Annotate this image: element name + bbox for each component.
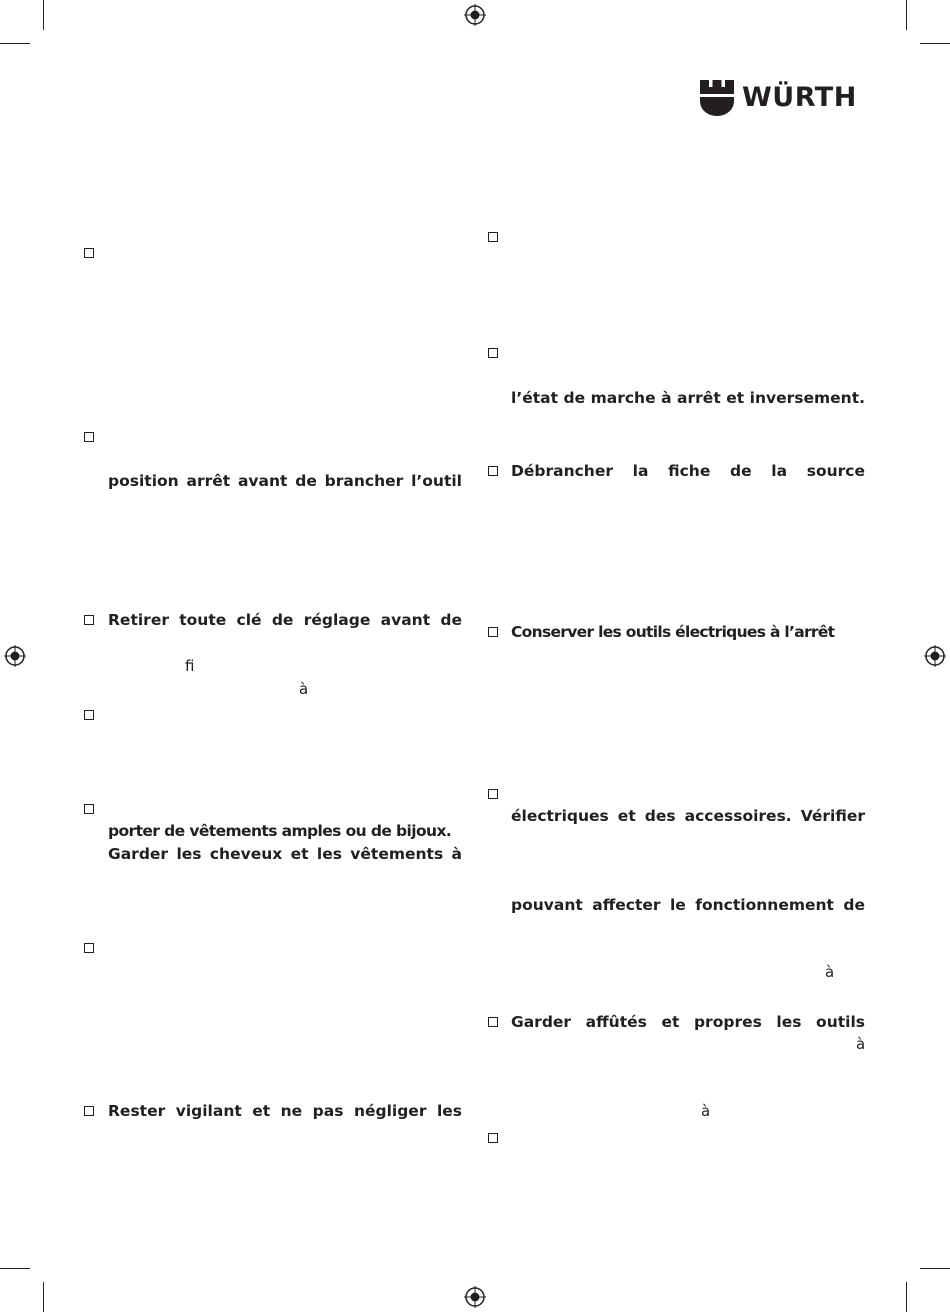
text-line-pouvant: pouvant affecter le fonctionnement de (511, 896, 865, 914)
wurth-logo (700, 80, 857, 116)
text-line-retirer: Retirer toute clé de réglage avant de (108, 611, 462, 629)
checkbox-right-5[interactable] (488, 789, 498, 799)
text-line-porter: porter de vêtements amples ou de bijoux. (108, 822, 452, 840)
checkbox-right-2[interactable] (488, 348, 498, 358)
checkbox-left-4[interactable] (84, 710, 94, 720)
checkbox-right-3[interactable] (488, 466, 498, 476)
checkbox-left-3[interactable] (84, 615, 94, 625)
crop-mark-bottom-left-horizontal (0, 1268, 30, 1269)
checkbox-left-7[interactable] (84, 1106, 94, 1116)
text-line-electriques: électriques et des accessoires. Vérifier (511, 807, 865, 825)
text-fragment-fi: fi (185, 657, 195, 675)
text-line-etat: l’état de marche à arrêt et inversement. (511, 389, 865, 407)
checkbox-right-4[interactable] (488, 627, 498, 637)
text-line-garder-cheveux: Garder les cheveux et les vêtements à (108, 845, 462, 863)
checkbox-left-6[interactable] (84, 943, 94, 953)
text-line-conserver: Conserver les outils électriques à l’arrêt (511, 623, 835, 641)
crop-mark-top-left-vertical (43, 0, 44, 30)
crop-mark-bottom-right-vertical (906, 1282, 907, 1312)
wurth-emblem-icon (700, 80, 734, 116)
checkbox-right-7[interactable] (488, 1133, 498, 1143)
crop-mark-top-right-horizontal (920, 43, 950, 44)
checkbox-left-1[interactable] (84, 248, 94, 258)
registration-mark-right-icon (924, 645, 946, 667)
crop-mark-bottom-left-vertical (43, 1282, 44, 1312)
registration-mark-top-icon (464, 4, 486, 26)
text-line-rester: Rester vigilant et ne pas négliger les (108, 1102, 462, 1120)
crop-mark-top-right-vertical (906, 0, 907, 30)
text-fragment-a-4: à (701, 1102, 711, 1120)
text-fragment-a-1: à (299, 680, 309, 698)
text-line-position: position arrêt avant de brancher l’outil (108, 472, 462, 490)
checkbox-right-1[interactable] (488, 232, 498, 242)
text-fragment-a-3: à (856, 1035, 866, 1053)
checkbox-left-2[interactable] (84, 432, 94, 442)
text-fragment-a-2: à (825, 963, 835, 981)
registration-mark-bottom-icon (464, 1286, 486, 1308)
crop-mark-top-left-horizontal (0, 43, 30, 44)
checkbox-right-6[interactable] (488, 1017, 498, 1027)
checkbox-left-5[interactable] (84, 804, 94, 814)
registration-mark-left-icon (4, 645, 26, 667)
crop-mark-bottom-right-horizontal (920, 1268, 950, 1269)
wurth-wordmark: WÜRTH (742, 82, 857, 113)
text-line-garder-affutes: Garder affûtés et propres les outils (511, 1013, 865, 1031)
text-line-debrancher: Débrancher la fiche de la source (511, 462, 865, 480)
